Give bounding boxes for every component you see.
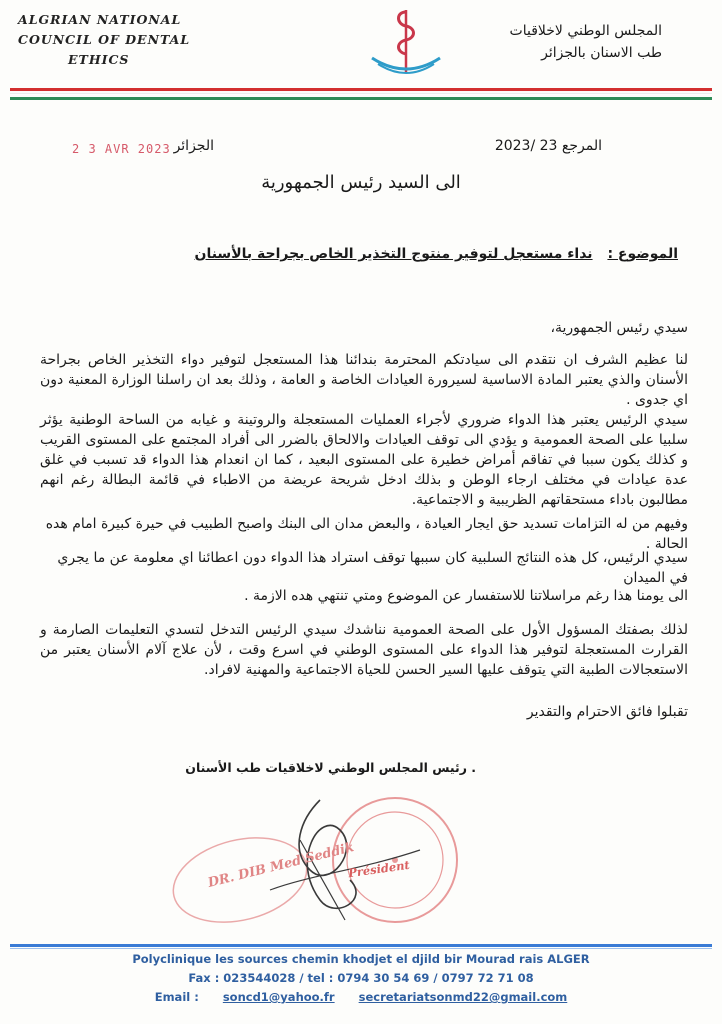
organization-name-french [16, 10, 206, 70]
caduceus-logo-icon [366, 6, 446, 86]
footer-divider-thin [10, 948, 712, 949]
email-link-2[interactable]: secretariatsonmd22@gmail.com [358, 990, 568, 1004]
paragraph-6: لذلك بصفتك المسؤول الأول على الصحة العمومية نناشدك سيدي الرئيس التدخل لتسدي التعليمات الصارمة و القرارت المستعجلة لتوفير هذا الدواء على المستوى الوطني في اسرع وقت ، لأن علاج آلام الأسنان يعتبر من الاستعجالات الطبية التي يتوقف عليها السير الحسن للحياة الاجتماعية والمهنية لافراد. [40, 622, 688, 678]
org-ar-line-1: المجلس الوطني لاخلاقيات [509, 23, 662, 39]
org-fr-line-2: COUNCIL OF DENTAL [18, 32, 191, 47]
signature-title: Président [347, 857, 411, 881]
signature-name: DR. DIB Med Seddik [206, 840, 356, 891]
salutation: سيدي رئيس الجمهورية، [550, 320, 688, 336]
org-ar-line-2: طب الاسنان بالجزائر [541, 45, 662, 61]
subject-line [195, 246, 679, 262]
email-link-1[interactable]: soncd1@yahoo.fr [222, 990, 335, 1004]
footer-phones: Fax : 023544028 / tel : 0794 30 54 69 / 0797 72 71 08 [188, 971, 534, 985]
footer-address: Polyclinique les sources chemin khodjet el djild bir Mourad rais ALGER [132, 952, 590, 966]
organization-name-arabic [462, 20, 662, 64]
date-stamp: 2 3 AVR 2023 [72, 142, 171, 156]
subject-text: نداء مستعجل لتوفير منتوج التخذير الخاص بجراحة بالأسنان [194, 246, 593, 262]
reference-label: المرجع [561, 138, 602, 154]
header-flag-band [10, 88, 712, 102]
paragraph-3: وفيهم من له التزامات تسديد حق ايجار العيادة ، والبعض مدان الى البنك واصبح الطبيب في حيرة كبيرة امام هده الحالة . [45, 516, 688, 552]
org-fr-line-3: ETHICS [68, 52, 130, 67]
place-label: الجزائر [173, 138, 214, 154]
closing: تقبلوا فائق الاحترام والتقدير [526, 704, 688, 720]
email-label: Email : [154, 990, 199, 1004]
reference-line [495, 138, 602, 154]
reference-number: 2023/ 23 [494, 138, 558, 154]
paragraph-1: لنا عظيم الشرف ان نتقدم الى سيادتكم المحترمة بندائنا هذا المستعجل لتوفير دواء التخذير الخاص بجراحة الأسنان والذي يعتبر المادة الاساسية لسيرورة العيادات الخاصة و العامة ، وذلك بعد ان راسلنا الوزارة المعنية دون اي جدوى . [40, 352, 688, 408]
place-date [64, 138, 214, 162]
paragraph-4: سيدي الرئيس، كل هذه النتائج السلبية كان سببها توقف استراد هذا الدواء دون اعطائنا اي معلومة عن ما يجري في الميدان [57, 550, 688, 586]
paragraph-2: سيدي الرئيس يعتبر هذا الدواء ضروري لأجراء العمليات المستعجلة والروتينة و غيابه من الساحة الوطنية يؤثر سلبيا على الصحة العمومية و يؤدي الى توقف العيادات والالحاق بالضرر الى أفراد المجتمع على المستوى القريب و كذلك يكون سببا في تفاقم أمراض خطيرة على المستوى البعيد ، كما ان انعدام هذا الدواء قد تسبب في غلق عدة عيادات في مختلف ارجاء الوطن و بذلك ادخل شريحة عريضة من الاطباء في قائمة البطالة رغم انهم مطالبون باداء مستحقاتهم الظريبية و الاجتماعية. [40, 412, 688, 508]
footer-divider [10, 944, 712, 947]
paragraph-5: الى يومنا هذا رغم مراسلاتنا للاستفسار عن الموضوع ومتي تنتهي هده الازمة . [244, 588, 688, 604]
subject-label: الموضوع : [607, 246, 678, 262]
addressee: الى السيد رئيس الجمهورية [261, 172, 461, 193]
org-fr-line-1: ALGRIAN NATIONAL [18, 12, 182, 27]
signer-title: . رئيس المجلس الوطني لاخلاقيات طب الأسنان [185, 760, 476, 775]
footer-emails [0, 990, 722, 1004]
